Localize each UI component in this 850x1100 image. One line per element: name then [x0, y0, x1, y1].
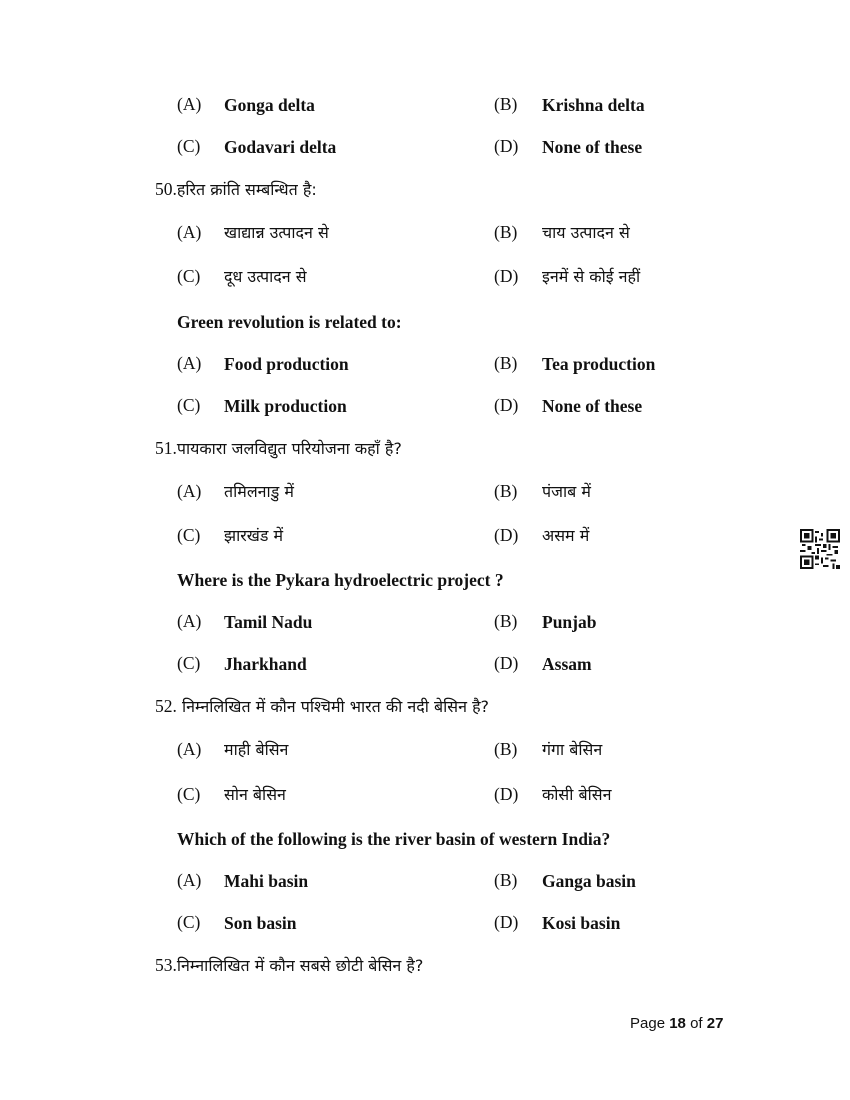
option-text: दूध उत्पादन से — [224, 267, 307, 286]
question-text: निम्नालिखित में कौन सबसे छोटी बेसिन है? — [176, 956, 424, 975]
question-text: हरित क्रांति सम्बन्धित है: — [176, 180, 317, 199]
option-letter: (C) — [177, 525, 201, 545]
option-text: कोसी बेसिन — [542, 785, 612, 804]
question-53-hindi — [155, 954, 423, 977]
option-text: खाद्यान्न उत्पादन से — [224, 223, 329, 242]
option-letter: (D) — [494, 525, 519, 545]
option-text: चाय उत्पादन से — [542, 223, 630, 242]
option-text: Milk production — [224, 396, 347, 416]
option-text: सोन बेसिन — [224, 785, 286, 804]
option-text: Mahi basin — [224, 871, 309, 891]
option-letter: (D) — [494, 136, 519, 156]
option-text: Punjab — [542, 612, 597, 632]
qr-code-icon — [800, 529, 840, 569]
option-letter: (C) — [177, 653, 201, 673]
option-letter: (D) — [494, 784, 519, 804]
current-page: 18 — [669, 1015, 686, 1032]
option-letter: (B) — [494, 94, 518, 114]
question-number: 53. — [155, 955, 177, 975]
option-letter: (B) — [494, 739, 518, 759]
option-text: इनमें से कोई नहीं — [542, 267, 641, 286]
question-52-english: Which of the following is the river basin of western India? — [177, 829, 611, 849]
option-letter: (D) — [494, 266, 519, 286]
option-letter: (D) — [494, 912, 519, 932]
option-text: पंजाब में — [542, 482, 591, 501]
option-letter: (D) — [494, 653, 519, 673]
option-text: Krishna delta — [542, 95, 645, 115]
option-letter: (A) — [177, 222, 202, 242]
total-pages: 27 — [706, 1015, 724, 1032]
option-letter: (A) — [177, 611, 202, 631]
option-text: माही बेसिन — [224, 740, 289, 759]
option-letter: (C) — [177, 266, 201, 286]
option-text: झारखंड में — [224, 526, 284, 545]
option-letter: (B) — [494, 870, 518, 890]
option-text: Kosi basin — [542, 913, 621, 933]
option-text: Tea production — [542, 354, 656, 374]
question-51-hindi — [155, 437, 402, 460]
option-letter: (A) — [177, 739, 202, 759]
option-text: Godavari delta — [224, 137, 337, 157]
option-letter: (A) — [177, 94, 202, 114]
page-word: Page — [630, 1015, 666, 1032]
question-number: 52. — [155, 696, 177, 716]
option-text: Ganga basin — [542, 871, 636, 891]
question-50-hindi — [155, 178, 317, 201]
of-word: of — [690, 1015, 703, 1032]
option-letter: (B) — [494, 611, 518, 631]
question-52-hindi — [155, 695, 489, 718]
option-letter: (D) — [494, 395, 519, 415]
option-text: तमिलनाडु में — [224, 482, 294, 501]
question-51-english: Where is the Pykara hydroelectric project ? — [177, 570, 504, 590]
question-number: 50. — [155, 179, 177, 199]
question-text: पायकारा जलविद्युत परियोजना कहाँ है? — [176, 439, 402, 458]
option-text: Gonga delta — [224, 95, 315, 115]
option-letter: (C) — [177, 395, 201, 415]
option-letter: (C) — [177, 784, 201, 804]
option-letter: (B) — [494, 222, 518, 242]
option-text: Assam — [542, 654, 592, 674]
option-letter: (C) — [177, 136, 201, 156]
question-number: 51. — [155, 438, 177, 458]
option-text: Son basin — [224, 913, 297, 933]
option-letter: (C) — [177, 912, 201, 932]
option-letter: (A) — [177, 353, 202, 373]
page-number — [630, 1015, 723, 1032]
option-text: Tamil Nadu — [224, 612, 313, 632]
question-50-english: Green revolution is related to: — [177, 312, 402, 332]
option-text: None of these — [542, 396, 643, 416]
option-letter: (B) — [494, 481, 518, 501]
option-letter: (A) — [177, 870, 202, 890]
option-letter: (A) — [177, 481, 202, 501]
option-letter: (B) — [494, 353, 518, 373]
option-text: गंगा बेसिन — [542, 740, 603, 759]
option-text: Jharkhand — [224, 654, 307, 674]
option-text: Food production — [224, 354, 349, 374]
option-text: असम में — [542, 526, 590, 545]
option-text: None of these — [542, 137, 643, 157]
question-text: निम्नलिखित में कौन पश्चिमी भारत की नदी बेसिन है? — [181, 697, 490, 716]
